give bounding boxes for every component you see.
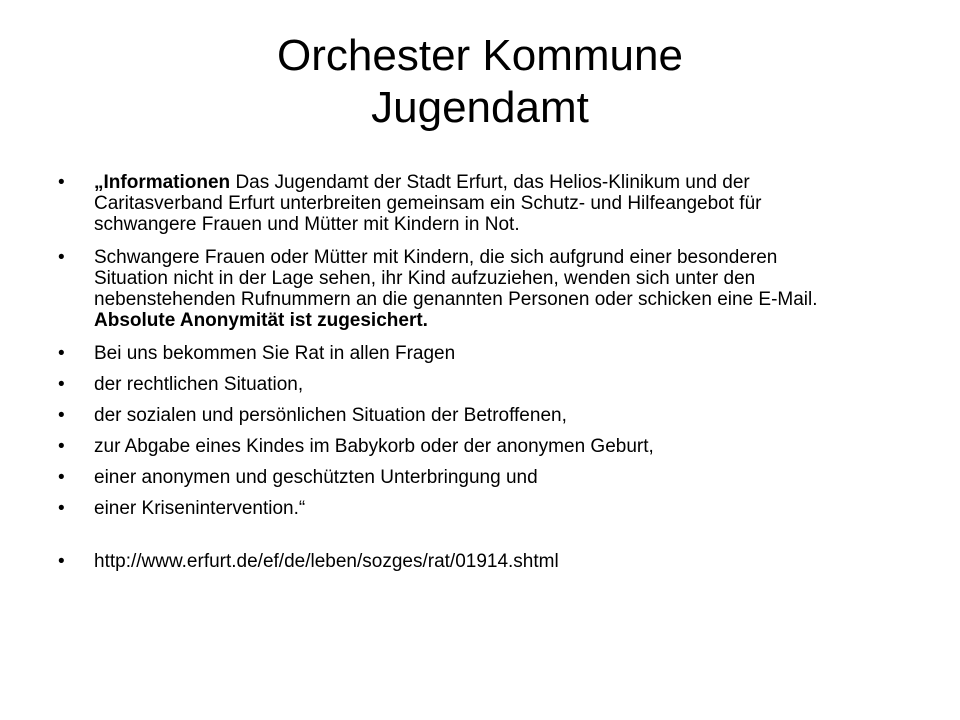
bullet-text: Das Jugendamt der Stadt Erfurt, das Helios-Klinikum und der Caritasverband Erfurt unterbreiten gemeinsam ein Schutz- und Hilfeangebot für schwangere Frauen und Mütter mit Kindern in Not. <box>94 172 762 235</box>
bullet-item-rat <box>58 343 838 364</box>
bullet-text: zur Abgabe eines Kindes im Babykorb oder der anonymen Geburt, <box>94 436 654 457</box>
bullet-bold-tail: Absolute Anonymität ist zugesichert. <box>94 310 428 331</box>
source-url: http://www.erfurt.de/ef/de/leben/sozges/rat/01914.shtml <box>94 551 559 572</box>
bullet-item-url <box>58 551 838 572</box>
bullet-text: einer Krisenintervention.“ <box>94 498 306 519</box>
bullet-icon: • <box>58 172 65 193</box>
bullet-text: der sozialen und persönlichen Situation der Betroffenen, <box>94 405 567 426</box>
bullet-icon: • <box>58 498 65 519</box>
bullet-item-rechtliche-situation <box>58 374 838 395</box>
bullet-item-krisenintervention <box>58 498 838 519</box>
bullet-icon: • <box>58 467 65 488</box>
bullet-text: Bei uns bekommen Sie Rat in allen Fragen <box>94 343 456 364</box>
bullet-icon: • <box>58 374 65 395</box>
bullet-item-informationen <box>58 172 838 235</box>
bullet-bold-lead: „Informationen <box>94 172 231 193</box>
slide-title-line-1: Orchester Kommune <box>277 31 683 80</box>
bullet-icon: • <box>58 436 65 457</box>
bullet-text: Schwangere Frauen oder Mütter mit Kindern, die sich aufgrund einer besonderen Situation nicht in der Lage sehen, ihr Kind aufzuziehen, wenden sich unter den nebenstehenden Rufnummern an die genannten Personen oder schicken eine E-Mail. <box>94 247 818 310</box>
bullet-text: einer anonymen und geschützten Unterbringung und <box>94 467 538 488</box>
bullet-item-schwangere-frauen <box>58 247 838 331</box>
bullet-icon: • <box>58 551 65 572</box>
bullet-item-babykorb <box>58 436 838 457</box>
slide-title-line-2: Jugendamt <box>371 83 589 132</box>
bullet-icon: • <box>58 405 65 426</box>
slide-title <box>0 30 960 134</box>
bullet-item-soziale-situation <box>58 405 838 426</box>
bullet-item-unterbringung <box>58 467 838 488</box>
bullet-list <box>58 172 838 572</box>
bullet-icon: • <box>58 343 65 364</box>
bullet-icon: • <box>58 247 65 268</box>
bullet-text: der rechtlichen Situation, <box>94 374 304 395</box>
